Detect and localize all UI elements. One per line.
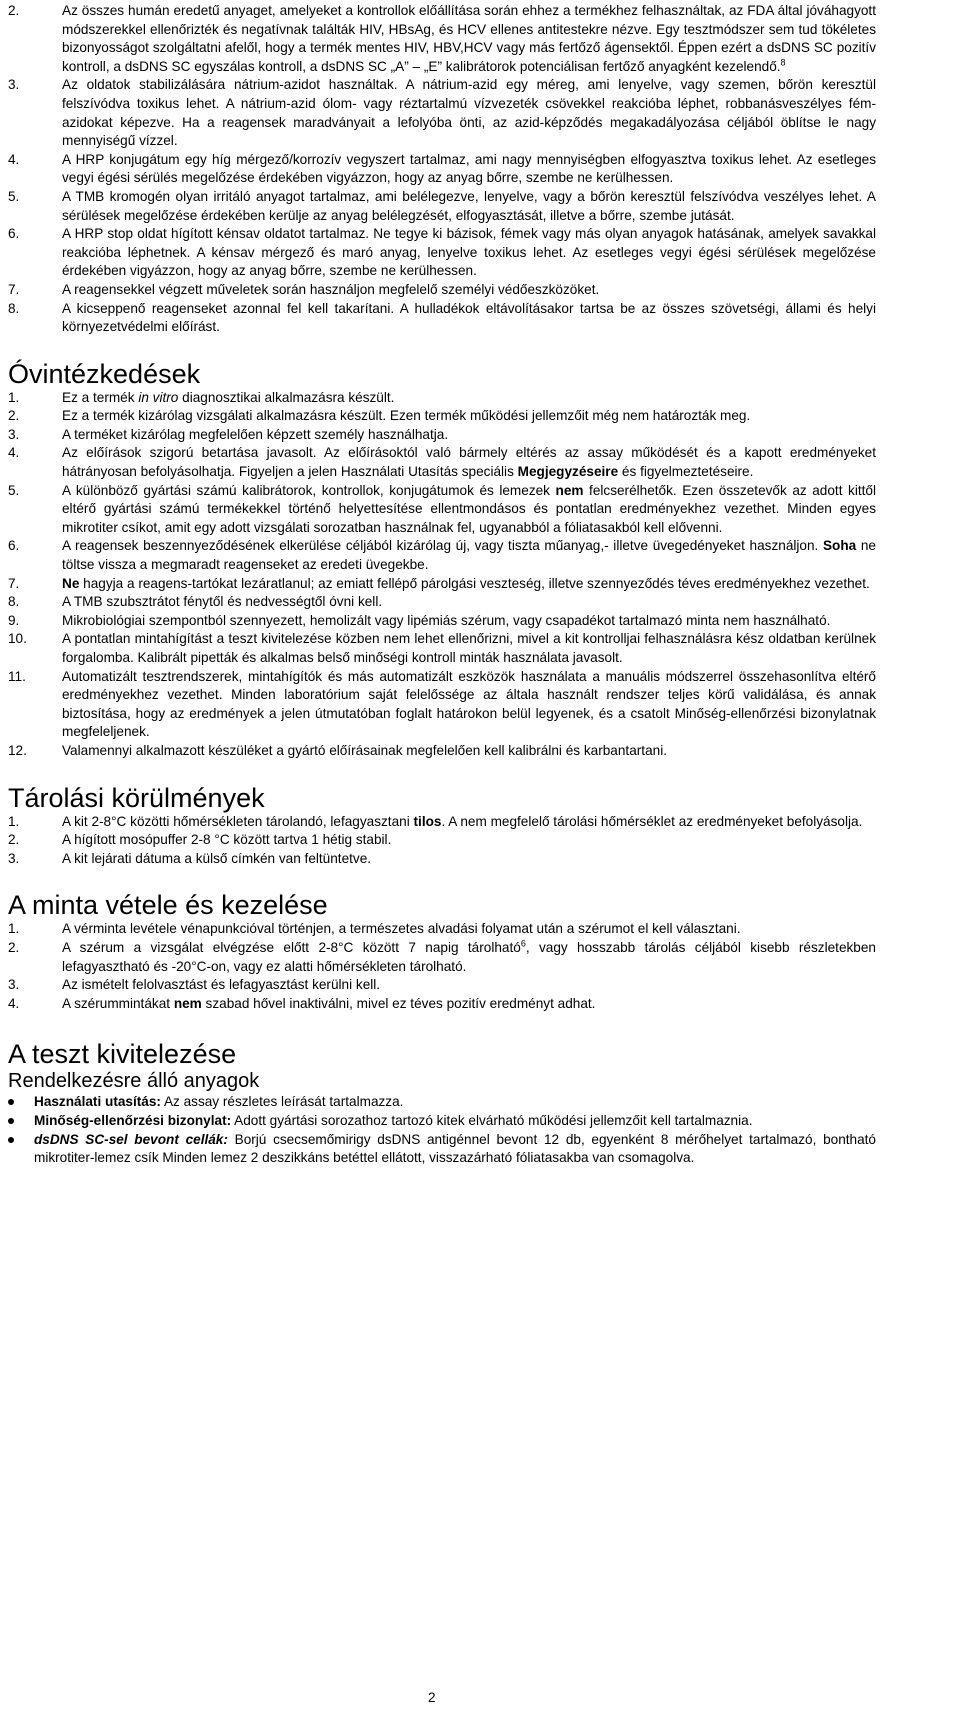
list-item-number: 12. [8,742,27,758]
list-item-number: 3. [8,426,20,442]
list-item-text: A hígított mosópuffer 2-8 °C között tartva 1 hétig stabil. [62,832,392,848]
list-item-text: Az előírások szigorú betartása javasolt. Az előírásoktól való bármely eltérés az assay működését és a kapott eredményeket hátrányosan befolyásolhatja. Figyeljen a jelen Használati Utasítás speciális Megjegyzéseire és figyelmeztetéseire. [62,445,876,480]
list-item [8,537,876,574]
list-item-number: 2. [8,832,20,848]
storage-conditions-list [8,813,876,869]
list-item [8,742,876,761]
list-item-number: 5. [8,482,20,498]
bullet-item [8,1131,876,1168]
list-item-text: Az oldatok stabilizálására nátrium-azidot használtak. A nátrium-azid egy méreg, ami lenyelve, vagy szemen, bőrön keresztül felszívódva toxikus lehet. A nátrium-azid ólom- vagy réztartalmú vízvezeték csövekkel reakcióba léphet, robbanásveszélyes fém-azidokat képezve. Ha a reagensek maradványait a lefolyóba önti, az azid-képződés megakadályozása céljából öblítse le nagy mennyiségű vízzel. [62,77,876,149]
page-number: 2 [428,1690,436,1705]
list-item-text: A reagensekkel végzett műveletek során használjon megfelelő személyi védőeszközöket. [62,281,600,297]
list-item-number: 3. [8,977,20,993]
list-item [8,920,876,939]
list-item-number: 5. [8,188,20,204]
list-item-number: 2. [8,408,20,424]
section-title-specimen-collection: A minta vétele és kezelése [8,890,328,921]
list-item-text: Valamennyi alkalmazott készüléket a gyártó előírásainak megfelelően kell kalibrálni és karbantartani. [62,742,667,758]
bullet-dot-icon [8,1099,14,1105]
list-item [8,813,876,832]
list-item-text: Az ismételt felolvasztást és lefagyasztást kerülni kell. [62,977,381,993]
list-item-number: 2. [8,3,20,18]
section-title-storage-conditions: Tárolási körülmények [8,782,265,813]
list-item-text: Automatizált tesztrendszerek, mintahígítók és más automatizált eszközök használata a manuális módszerrel összehasonlítva eltérő eredményekhez vezethet. Minden laboratórium saját felelőssége az általa használt rendszer teljes körű validálása, és annak biztosítása, hogy az eredmények a jelen útmutatóban foglalt határokon belül legyenek, és a csatolt Minőség-ellenőrzési bizonylatnak megfeleljenek. [62,668,876,740]
list-item [8,281,876,300]
section-title-test-procedure: A teszt kivitelezése [8,1039,237,1070]
list-item-number: 8. [8,594,20,610]
list-item-number: 6. [8,226,20,242]
list-item-number: 9. [8,612,20,628]
list-item-number: 7. [8,575,20,591]
list-item-text: A kit 2-8°C közötti hőmérsékleten tárolandó, lefagyasztani tilos. A nem megfelelő tárolási hőmérséklet az eredményeket befolyásolja. [62,813,863,829]
subsection-title-materials: Rendelkezésre álló anyagok [8,1070,260,1093]
list-item [8,612,876,631]
list-item [8,225,876,281]
list-item [8,575,876,594]
list-item [8,630,876,667]
precautions-list [8,389,876,761]
bullet-text: Használati utasítás: Az assay részletes leírását tartalmazza. [34,1094,404,1110]
list-item-text: A reagensek beszennyeződésének elkerülése céljából kizárólag új, vagy tiszta műanyag,- illetve üvegedényeket használjon. Soha ne töltse vissza a megmaradt reagenseket az eredeti üvegekbe. [62,538,876,573]
list-item [8,976,876,995]
list-item-text: A HRP stop oldat hígított kénsav oldatot tartalmaz. Ne tegye ki bázisok, fémek vagy más olyan anyagok hatásának, amelyek savakkal reakcióba léphetnek. A kénsav mérgező és maró anyag, lenyelve toxikus lehet. Az esetleges vegyi égési sérülések megelőzése érdekében vigyázzon, hogy az anyag bőrre, szembe ne kerülhessen. [62,226,876,279]
list-item-text: A vérminta levétele vénapunkcióval történjen, a természetes alvadási folyamat után a szérumot el kell választani. [62,921,741,937]
list-item [8,300,876,337]
list-item-text: A szérummintákat nem szabad hővel inaktiválni, mivel ez téves pozitív eredményt adhat. [62,995,596,1011]
list-item [8,444,876,481]
bullet-text: Minőség-ellenőrzési bizonylat: Adott gyártási sorozathoz tartozó kitek elvárható működési jellemzőit kell tartalmaznia. [34,1112,753,1128]
list-item-text: Ez a termék kizárólag vizsgálati alkalmazásra készült. Ezen termék működési jellemzőit még nem határozták meg. [62,408,751,424]
list-item [8,2,876,76]
list-item-number: 6. [8,538,20,554]
list-item-text: Mikrobiológiai szempontból szennyezett, hemolizált vagy lipémiás szérum, vagy csapadékot tartalmazó minta nem használható. [62,612,831,628]
list-item-text: A terméket kizárólag megfelelően képzett személy használhatja. [62,426,449,442]
list-item-number: 7. [8,281,20,297]
list-item-number: 8. [8,300,20,316]
list-item-text: Az összes humán eredetű anyaget, amelyeket a kontrollok előállítása során ehhez a termékhez felhasználtak, az FDA által jóváhagyott módszerekkel ellenőrizték és negatívnak találták HIV, HBsAg, és HCV ellenes antitestekre nézve. Egy tesztmódszer sem tud tökéletes bizonyosságot szolgáltatni afelől, hogy a termék mentes HIV, HBV,HCV vagy más fertőző ágensektől. Éppen ezért a dsDNS SC pozitív kontroll, a dsDNS SC egyszálas kontroll, a dsDNS SC „A” – „E” kalibrátorok potenciálisan fertőző anyagként kezelendő.$^8$ [62,3,876,74]
list-item-number: 1. [8,389,20,405]
bullet-dot-icon [8,1118,14,1124]
bullet-text: dsDNS SC-sel bevont cellák: Borjú csecsemőmirigy dsDNS antigénnel bevont 12 db, egyenként 8 mérőhelyet tartalmazó, bontható mikrotiter-lemez csík Minden lemez 2 deszikkáns betéttel ellátott, visszazárható fóliatasakba van csomagolva. [34,1131,876,1166]
list-item [8,831,876,850]
list-item [8,593,876,612]
list-item [8,76,876,150]
list-item-text: A TMB szubsztrátot fénytől és nedvességtől óvni kell. [62,594,383,610]
list-item-number: 4. [8,445,20,461]
bullet-item [8,1093,876,1112]
precautions-continued-list [8,2,876,337]
list-item-number: 2. [8,939,20,955]
list-item-number: 11. [8,668,26,684]
list-item [8,939,876,976]
specimen-collection-list [8,920,876,1013]
list-item [8,668,876,742]
list-item-number: 1. [8,921,20,937]
list-item-text: Ne hagyja a reagens-tartókat lezáratlanul; az emiatt fellépő párolgási veszteség, illetve szennyeződés téves eredményekhez vezethet. [62,575,870,591]
bullet-item [8,1112,876,1131]
list-item [8,151,876,188]
document-content [8,2,876,1168]
list-item-text: A kit lejárati dátuma a külső címkén van feltüntetve. [62,850,372,866]
list-item-text: A TMB kromogén olyan irritáló anyagot tartalmaz, ami belélegezve, lenyelve, vagy a bőrön keresztül felszívódva veszélyes lehet. A sérülések megelőzése érdekében kerülje az anyag belélegzését, elfogyasztását, illetve a bőrre, szembe jutását. [62,188,876,223]
list-item-text: A HRP konjugátum egy híg mérgező/korrozív vegyszert tartalmaz, ami nagy mennyiségben elfogyasztva toxikus lehet. Az esetleges vegyi égési sérülés megelőzése érdekében vigyázzon, hogy az anyag bőrre, szembe ne kerülhessen. [62,151,876,186]
list-item-number: 4. [8,151,20,167]
list-item-number: 10. [8,631,27,647]
list-item-text: Ez a termék in vitro diagnosztikai alkalmazásra készült. [62,389,395,405]
materials-bullet-list [8,1093,876,1167]
sections-container [8,359,876,1014]
list-item [8,407,876,426]
list-item-text: A szérum a vizsgálat elvégzése előtt 2-8°C között 7 napig tárolható$^6$, vagy hosszabb tárolás céljából kisebb részletekben lefagyasztható és -20°C-on, vagy ez alatti hőmérsékleten tárolható. [62,938,876,974]
bullet-dot-icon [8,1137,14,1143]
list-item [8,389,876,408]
list-item-text: A különböző gyártási számú kalibrátorok, kontrollok, konjugátumok és lemezek nem felcserélhetők. Ezen összetevők az adott kittől eltérő gyártási számú termékekkel történő helyettesítése ellentmondásos és pontatlan eredményekhez vezethet. Minden egyes mikrotiter csíkot, amit egy adott vizsgálati sorozatban használnak fel, ugyanabból a fóliatasakból kell elővenni. [62,482,876,535]
list-item [8,188,876,225]
list-item-number: 3. [8,850,20,866]
list-item-text: A pontatlan mintahígítást a teszt kivitelezése közben nem lehet ellenőrizni, mivel a kit kontrolljai felhasználásra kész oldatban kerülnek forgalomba. Kalibrált pipetták és alkalmas belső minőségi kontroll minták használata javasolt. [62,631,876,665]
list-item [8,426,876,445]
list-item-number: 4. [8,995,20,1011]
list-item-number: 3. [8,77,20,93]
list-item [8,995,876,1014]
section-title-precautions: Óvintézkedések [8,358,201,389]
list-item-number: 1. [8,813,20,829]
list-item [8,482,876,538]
list-item-text: A kicseppenő reagenseket azonnal fel kell takarítani. A hulladékok eltávolításakor tartsa be az összes szövetségi, állami és helyi környezetvédelmi előírást. [62,300,876,335]
list-item [8,850,876,869]
